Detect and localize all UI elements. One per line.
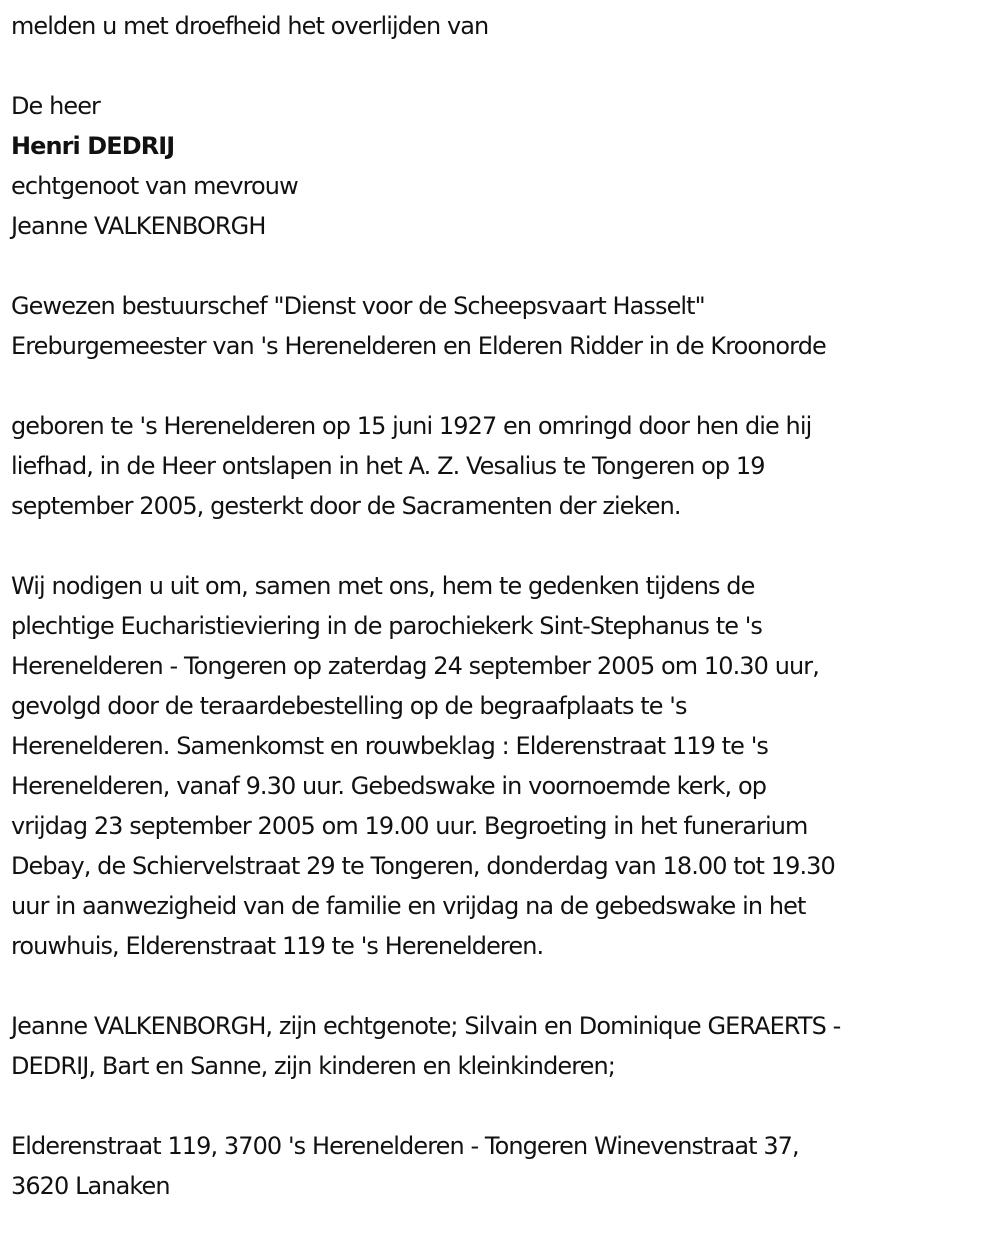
paragraph-line: liefhad, in de Heer ontslapen in het A. Z. Vesalius te Tongeren op 19 — [11, 452, 765, 480]
birth-death-paragraph — [11, 406, 991, 526]
title-text: De heer — [11, 92, 101, 120]
spouse-name: Jeanne VALKENBORGH — [11, 212, 266, 240]
paragraph-line: Herenelderen. Samenkomst en rouwbeklag : Elderenstraat 119 te 's — [11, 732, 768, 760]
spacer — [11, 966, 991, 1006]
family-paragraph — [11, 1006, 991, 1086]
ceremony-paragraph — [11, 566, 991, 966]
intro-text: melden u met droefheid het overlijden van — [11, 12, 489, 40]
paragraph-line: plechtige Eucharistieviering in de parochiekerk Sint-Stephanus te 's — [11, 612, 763, 640]
addresses-paragraph — [11, 1126, 991, 1206]
paragraph-line: vrijdag 23 september 2005 om 19.00 uur. Begroeting in het funerarium — [11, 812, 808, 840]
spacer — [11, 366, 991, 406]
spouse-intro: echtgenoot van mevrouw — [11, 172, 298, 200]
spacer — [11, 246, 991, 286]
deceased-name: Henri DEDRIJ — [11, 132, 175, 160]
paragraph-line: Wij nodigen u uit om, samen met ons, hem te gedenken tijdens de — [11, 572, 755, 600]
functions-paragraph — [11, 286, 991, 366]
paragraph-line: september 2005, gesterkt door de Sacramenten der zieken. — [11, 492, 681, 520]
paragraph-line: Jeanne VALKENBORGH, zijn echtgenote; Silvain en Dominique GERAERTS - — [11, 1012, 841, 1040]
paragraph-line: 3620 Lanaken — [11, 1172, 170, 1200]
paragraph-line: Debay, de Schiervelstraat 29 te Tongeren, donderdag van 18.00 tot 19.30 — [11, 852, 835, 880]
paragraph-line: Gewezen bestuurschef "Dienst voor de Scheepsvaart Hasselt" — [11, 292, 705, 320]
paragraph-line: rouwhuis, Elderenstraat 119 te 's Herenelderen. — [11, 932, 544, 960]
spacer — [11, 1086, 991, 1126]
spacer — [11, 46, 991, 86]
paragraph-line: DEDRIJ, Bart en Sanne, zijn kinderen en kleinkinderen; — [11, 1052, 615, 1080]
paragraph-line: Ereburgemeester van 's Herenelderen en Elderen Ridder in de Kroonorde — [11, 332, 826, 360]
paragraph-line: geboren te 's Herenelderen op 15 juni 1927 en omringd door hen die hij — [11, 412, 812, 440]
paragraph-line: uur in aanwezigheid van de familie en vrijdag na de gebedswake in het — [11, 892, 806, 920]
paragraph-line: Elderenstraat 119, 3700 's Herenelderen - Tongeren Winevenstraat 37, — [11, 1132, 799, 1160]
paragraph-line: Herenelderen - Tongeren op zaterdag 24 september 2005 om 10.30 uur, — [11, 652, 819, 680]
paragraph-line: Herenelderen, vanaf 9.30 uur. Gebedswake in voornoemde kerk, op — [11, 772, 767, 800]
paragraph-line: gevolgd door de teraardebestelling op de begraafplaats te 's — [11, 692, 687, 720]
spacer — [11, 526, 991, 566]
